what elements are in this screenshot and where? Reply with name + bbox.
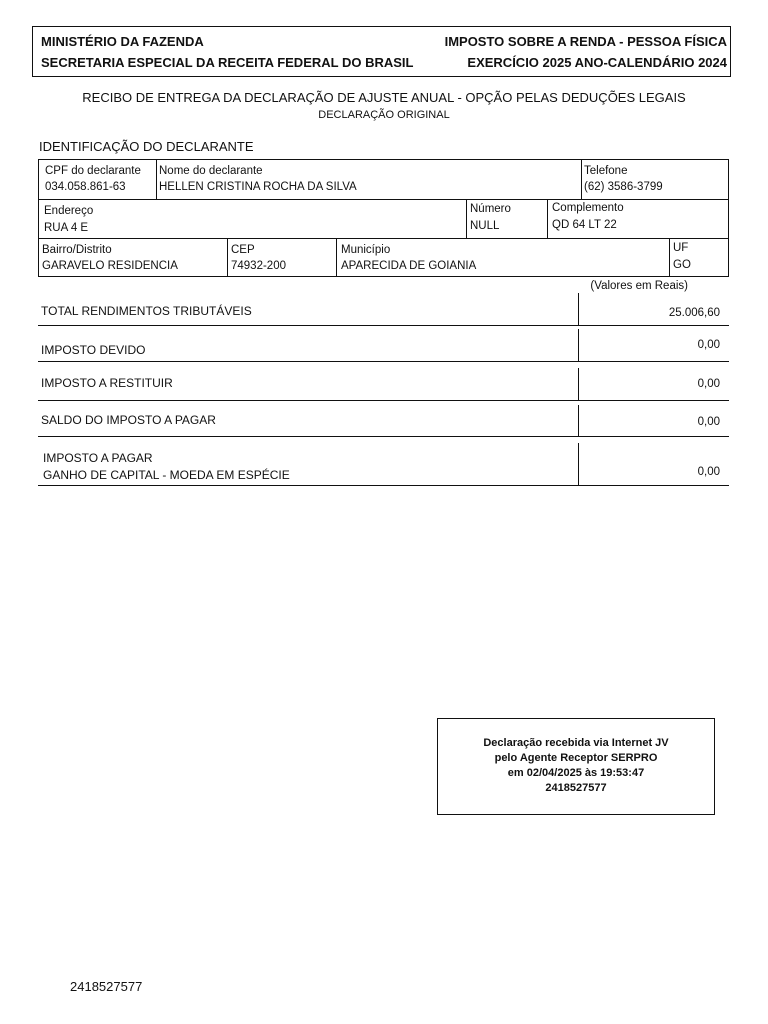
name-label: Nome do declarante: [159, 165, 263, 177]
row-label-tax-balance: SALDO DO IMPOSTO A PAGAR: [41, 413, 216, 427]
cep-label: CEP: [231, 244, 255, 256]
row-value-tax-due: 0,00: [697, 339, 720, 351]
uf-value: GO: [673, 259, 691, 271]
receipt-line-channel: Declaração recebida via Internet JV: [483, 737, 669, 749]
row-value-tax-balance: 0,00: [697, 416, 720, 428]
row-label-tax-payable: IMPOSTO A PAGAR: [43, 451, 153, 465]
currency-note: (Valores em Reais): [590, 280, 688, 292]
cep-value: 74932-200: [231, 260, 286, 272]
district-label: Bairro/Distrito: [42, 244, 112, 256]
receipt-line-datetime: em 02/04/2025 às 19:53:47: [507, 767, 645, 779]
receipt-stamp-box: [437, 718, 715, 815]
uf-label: UF: [673, 242, 689, 254]
row-value-capital-gain: 0,00: [697, 466, 720, 478]
receipt-title: RECIBO DE ENTREGA DA DECLARAÇÃO DE AJUSTE ANUAL - OPÇÃO PELAS DEDUÇÕES LEGAIS: [82, 90, 686, 105]
tax-name: IMPOSTO SOBRE A RENDA - PESSOA FÍSICA: [444, 34, 727, 49]
name-value: HELLEN CRISTINA ROCHA DA SILVA: [159, 181, 357, 193]
ministry-title: MINISTÉRIO DA FAZENDA: [41, 34, 204, 49]
complement-label: Complemento: [552, 202, 624, 214]
secretariat-title: SECRETARIA ESPECIAL DA RECEITA FEDERAL DO BRASIL: [41, 55, 414, 70]
identification-section-title: IDENTIFICAÇÃO DO DECLARANTE: [39, 139, 254, 154]
district-value: GARAVELO RESIDENCIA: [42, 260, 178, 272]
row-label-capital-gain: GANHO DE CAPITAL - MOEDA EM ESPÉCIE: [43, 468, 290, 482]
row-label-tax-refund: IMPOSTO A RESTITUIR: [41, 376, 173, 390]
declaration-type: DECLARAÇÃO ORIGINAL: [318, 109, 450, 121]
cpf-label: CPF do declarante: [45, 165, 141, 177]
city-label: Município: [341, 244, 391, 256]
number-label: Número: [470, 203, 511, 215]
complement-value: QD 64 LT 22: [552, 219, 617, 231]
city-value: APARECIDA DE GOIANIA: [341, 260, 477, 272]
address-value: RUA 4 E: [44, 222, 89, 234]
row-value-tax-refund: 0,00: [697, 378, 720, 390]
row-value-total-income: 25.006,60: [668, 307, 720, 319]
receipt-line-agent: pelo Agente Receptor SERPRO: [494, 752, 658, 764]
phone-value: (62) 3586-3799: [584, 181, 663, 193]
identification-table: [38, 159, 729, 277]
footer-receipt-number: 2418527577: [70, 979, 143, 994]
cpf-value: 034.058.861-63: [45, 181, 126, 193]
number-value: NULL: [470, 220, 500, 232]
phone-label: Telefone: [584, 165, 628, 177]
row-label-total-income: TOTAL RENDIMENTOS TRIBUTÁVEIS: [41, 304, 252, 318]
row-label-tax-due: IMPOSTO DEVIDO: [41, 343, 146, 357]
exercise-year: EXERCÍCIO 2025 ANO-CALENDÁRIO 2024: [467, 55, 727, 70]
address-label: Endereço: [44, 205, 94, 217]
receipt-line-number: 2418527577: [545, 782, 607, 794]
